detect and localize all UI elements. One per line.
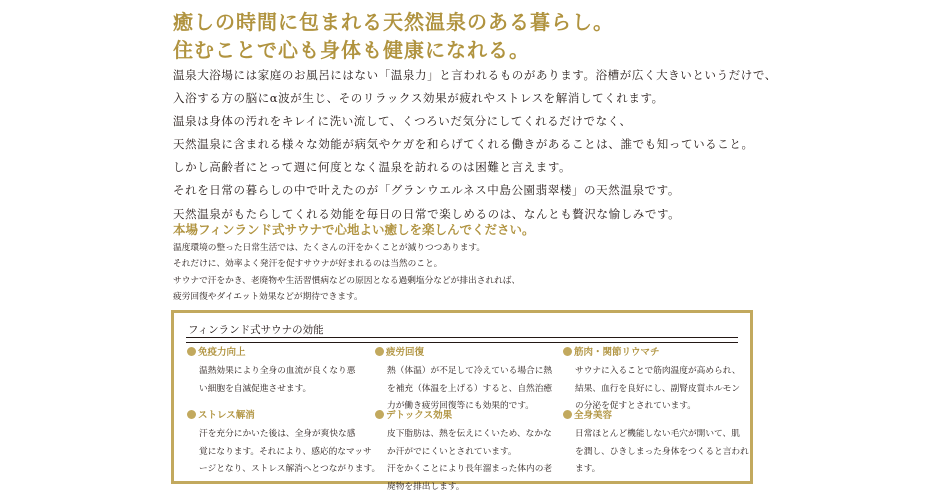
intro-line: 温泉大浴場には家庭のお風呂にはない「温泉力」と言われるものがあります。浴槽が広く大きいというだけで、 — [173, 68, 777, 82]
effect-text: 皮下脂肪は、熱を伝えにくいため、なかな か汗がでにくいとされています。 汗をかくことにより長年溜まった体内の老 廃物を排出します。 — [387, 429, 553, 492]
sauna-heading: 本場フィンランド式サウナで心地よい癒しを楽しんでください。 — [173, 222, 535, 237]
bullet-icon — [563, 410, 572, 419]
effect-item-detox — [375, 409, 555, 496]
effect-title: デトックス効果 — [375, 409, 555, 423]
intro-line: 天然温泉に含まれる様々な効能が病気やケガを和らげてくれる働きがあることは、誰でも知っていること。 — [173, 137, 754, 152]
effect-title: 疲労回復 — [375, 346, 555, 360]
intro-text — [173, 64, 777, 226]
effect-title: 筋肉・関節リウマチ — [563, 346, 743, 360]
sauna-line: サウナで汗をかき、老廃物や生活習慣病などの原因となる過剰塩分などが排出されれば、 — [173, 275, 521, 286]
effect-text: 熱（体温）が不足して冷えている場合に熱 を補充（体温を上げる）すると、自然治癒 力が働き疲労回復等にも効果的です。 — [387, 366, 553, 411]
bullet-icon — [187, 347, 196, 356]
divider — [186, 337, 738, 338]
bullet-icon — [375, 347, 384, 356]
sauna-line: 温度環境の整った日常生活では、たくさんの汗をかくことが減りつつあります。 — [173, 243, 486, 253]
effects-box — [171, 310, 753, 492]
bullet-icon — [375, 410, 384, 419]
intro-line: しかし高齢者にとって週に何度となく温泉を訪れるのは困難と言えます。 — [173, 160, 572, 175]
effect-text: 汗を充分にかいた後は、全身が爽快な感 覚になります。それにより、感応的なマッサ ージとなり、ストレス解消へとつながります。 — [199, 429, 381, 474]
headline-line: 住むことで心も身体も健康になれる。 — [173, 38, 530, 62]
sauna-line: 疲労回復やダイエット効果などが期待できます。 — [173, 291, 363, 302]
effect-title: 全身美容 — [563, 409, 743, 423]
sauna-line: それだけに、効率よく発汗を促すサウナが好まれるのは当然のこと。 — [173, 259, 443, 270]
effect-title: 免疫力向上 — [187, 346, 367, 360]
effect-item-rheumatism — [563, 346, 743, 416]
effect-item-immunity — [187, 346, 367, 398]
effect-title: ストレス解消 — [187, 409, 367, 423]
intro-line: 天然温泉がもたらしてくれる効能を毎日の日常で楽しめるのは、なんとも贅沢な愉しみです。 — [173, 206, 681, 221]
effect-item-stress-relief — [187, 409, 381, 479]
effect-item-body-beauty — [563, 409, 749, 479]
effects-box-title: フィンランド式サウナの効能 — [188, 324, 324, 336]
divider — [186, 342, 738, 343]
headline — [173, 8, 614, 64]
intro-line: 温泉は身体の汚れをキレイに洗い流して、くつろいだ気分にしてくれるだけでなく、 — [173, 114, 632, 129]
effect-text: 日常ほとんど機能しない毛穴が開いて、肌 を潤し、ひきしまった身体をつくると言われ ます。 — [575, 429, 749, 474]
effect-text: 温熱効果により全身の血流が良くなり悪 い細胞を自滅促進させます。 — [199, 366, 356, 394]
intro-line: 入浴する方の脳にα波が生じ、そのリラックス効果が疲れやストレスを解消してくれます。 — [173, 91, 664, 106]
intro-line: それを日常の暮らしの中で叶えたのが「グランウエルネス中島公園翡翠楼」の天然温泉です。 — [173, 183, 680, 198]
effect-text: サウナに入ることで筋肉温度が高められ、 結果、血行を良好にし、副腎皮質ホルモン の分泌を促すとされています。 — [575, 366, 741, 411]
bullet-icon — [187, 410, 196, 419]
sauna-text — [173, 240, 520, 305]
bullet-icon — [563, 347, 572, 356]
effect-item-fatigue-recovery — [375, 346, 555, 416]
headline-line: 癒しの時間に包まれる天然温泉のある暮らし。 — [173, 10, 614, 34]
